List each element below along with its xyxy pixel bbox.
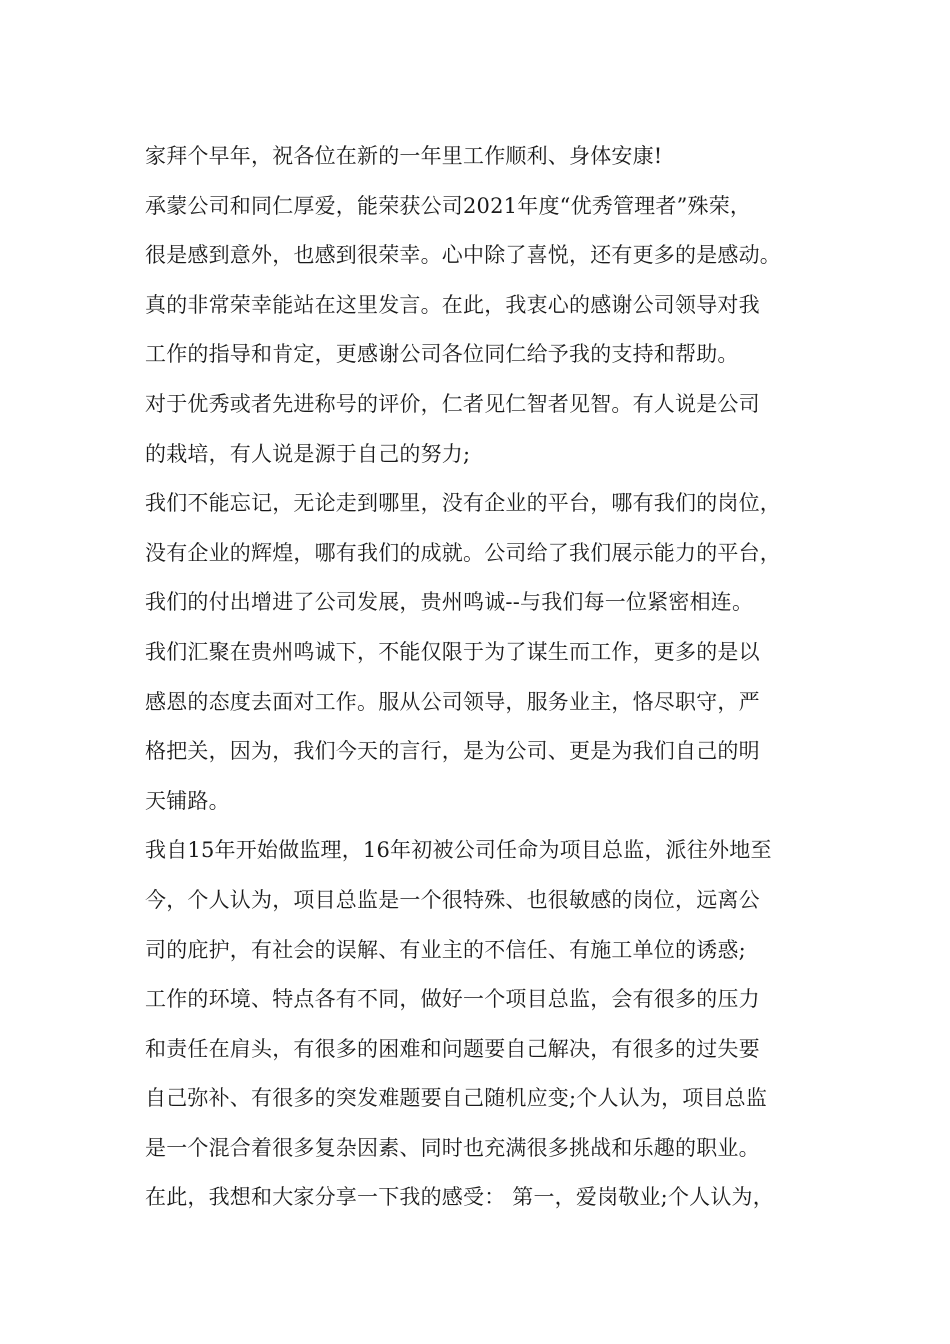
text-line: 格把关，因为，我们今天的言行，是为公司、更是为我们自己的明: [145, 739, 760, 764]
text-line: 很是感到意外，也感到很荣幸。心中除了喜悦，还有更多的是感动。: [145, 243, 781, 268]
text-line: 真的非常荣幸能站在这里发言。在此，我衷心的感谢公司领导对我: [145, 292, 760, 317]
text-line: 的栽培，有人说是源于自己的努力;: [145, 441, 471, 466]
text-line: 今，个人认为，项目总监是一个很特殊、也很敏感的岗位，远离公: [145, 887, 760, 912]
text-line: 承蒙公司和同仁厚爱，能荣获公司2021年度“优秀管理者”殊荣，: [145, 193, 752, 218]
text-line: 我们不能忘记，无论走到哪里，没有企业的平台，哪有我们的岗位，: [145, 491, 781, 516]
text-line: 自己弥补、有很多的突发难题要自己随机应变;个人认为，项目总监: [145, 1086, 768, 1111]
text-line: 司的庇护，有社会的误解、有业主的不信任、有施工单位的诱惑;: [145, 937, 746, 962]
text-line: 我们汇聚在贵州鸣诚下，不能仅限于为了谋生而工作，更多的是以: [145, 639, 760, 664]
text-line: 家拜个早年，祝各位在新的一年里工作顺利、身体安康!: [145, 144, 663, 168]
text-line: 我自15年开始做监理，16年初被公司任命为项目总监，派往外地至: [145, 838, 772, 863]
text-line: 工作的指导和肯定，更感谢公司各位同仁给予我的支持和帮助。: [145, 342, 739, 367]
text-line: 在此，我想和大家分享一下我的感受： 第一，爱岗敬业;个人认为，: [145, 1185, 774, 1210]
text-line: 感恩的态度去面对工作。服从公司领导，服务业主，恪尽职守，严: [145, 689, 760, 714]
text-line: 和责任在肩头，有很多的困难和问题要自己解决，有很多的过失要: [145, 1036, 760, 1061]
text-line: 没有企业的辉煌，哪有我们的成就。公司给了我们展示能力的平台，: [145, 540, 781, 565]
speech-text: [145, 132, 815, 1223]
text-line: 工作的环境、特点各有不同，做好一个项目总监，会有很多的压力: [145, 987, 760, 1012]
text-line: 对于优秀或者先进称号的评价，仁者见仁智者见智。有人说是公司: [145, 391, 760, 416]
text-line: 我们的付出增进了公司发展，贵州鸣诚--与我们每一位紧密相连。: [145, 590, 754, 615]
text-line: 是一个混合着很多复杂因素、同时也充满很多挑战和乐趣的职业。: [145, 1135, 760, 1160]
text-line: 天铺路。: [145, 788, 230, 813]
